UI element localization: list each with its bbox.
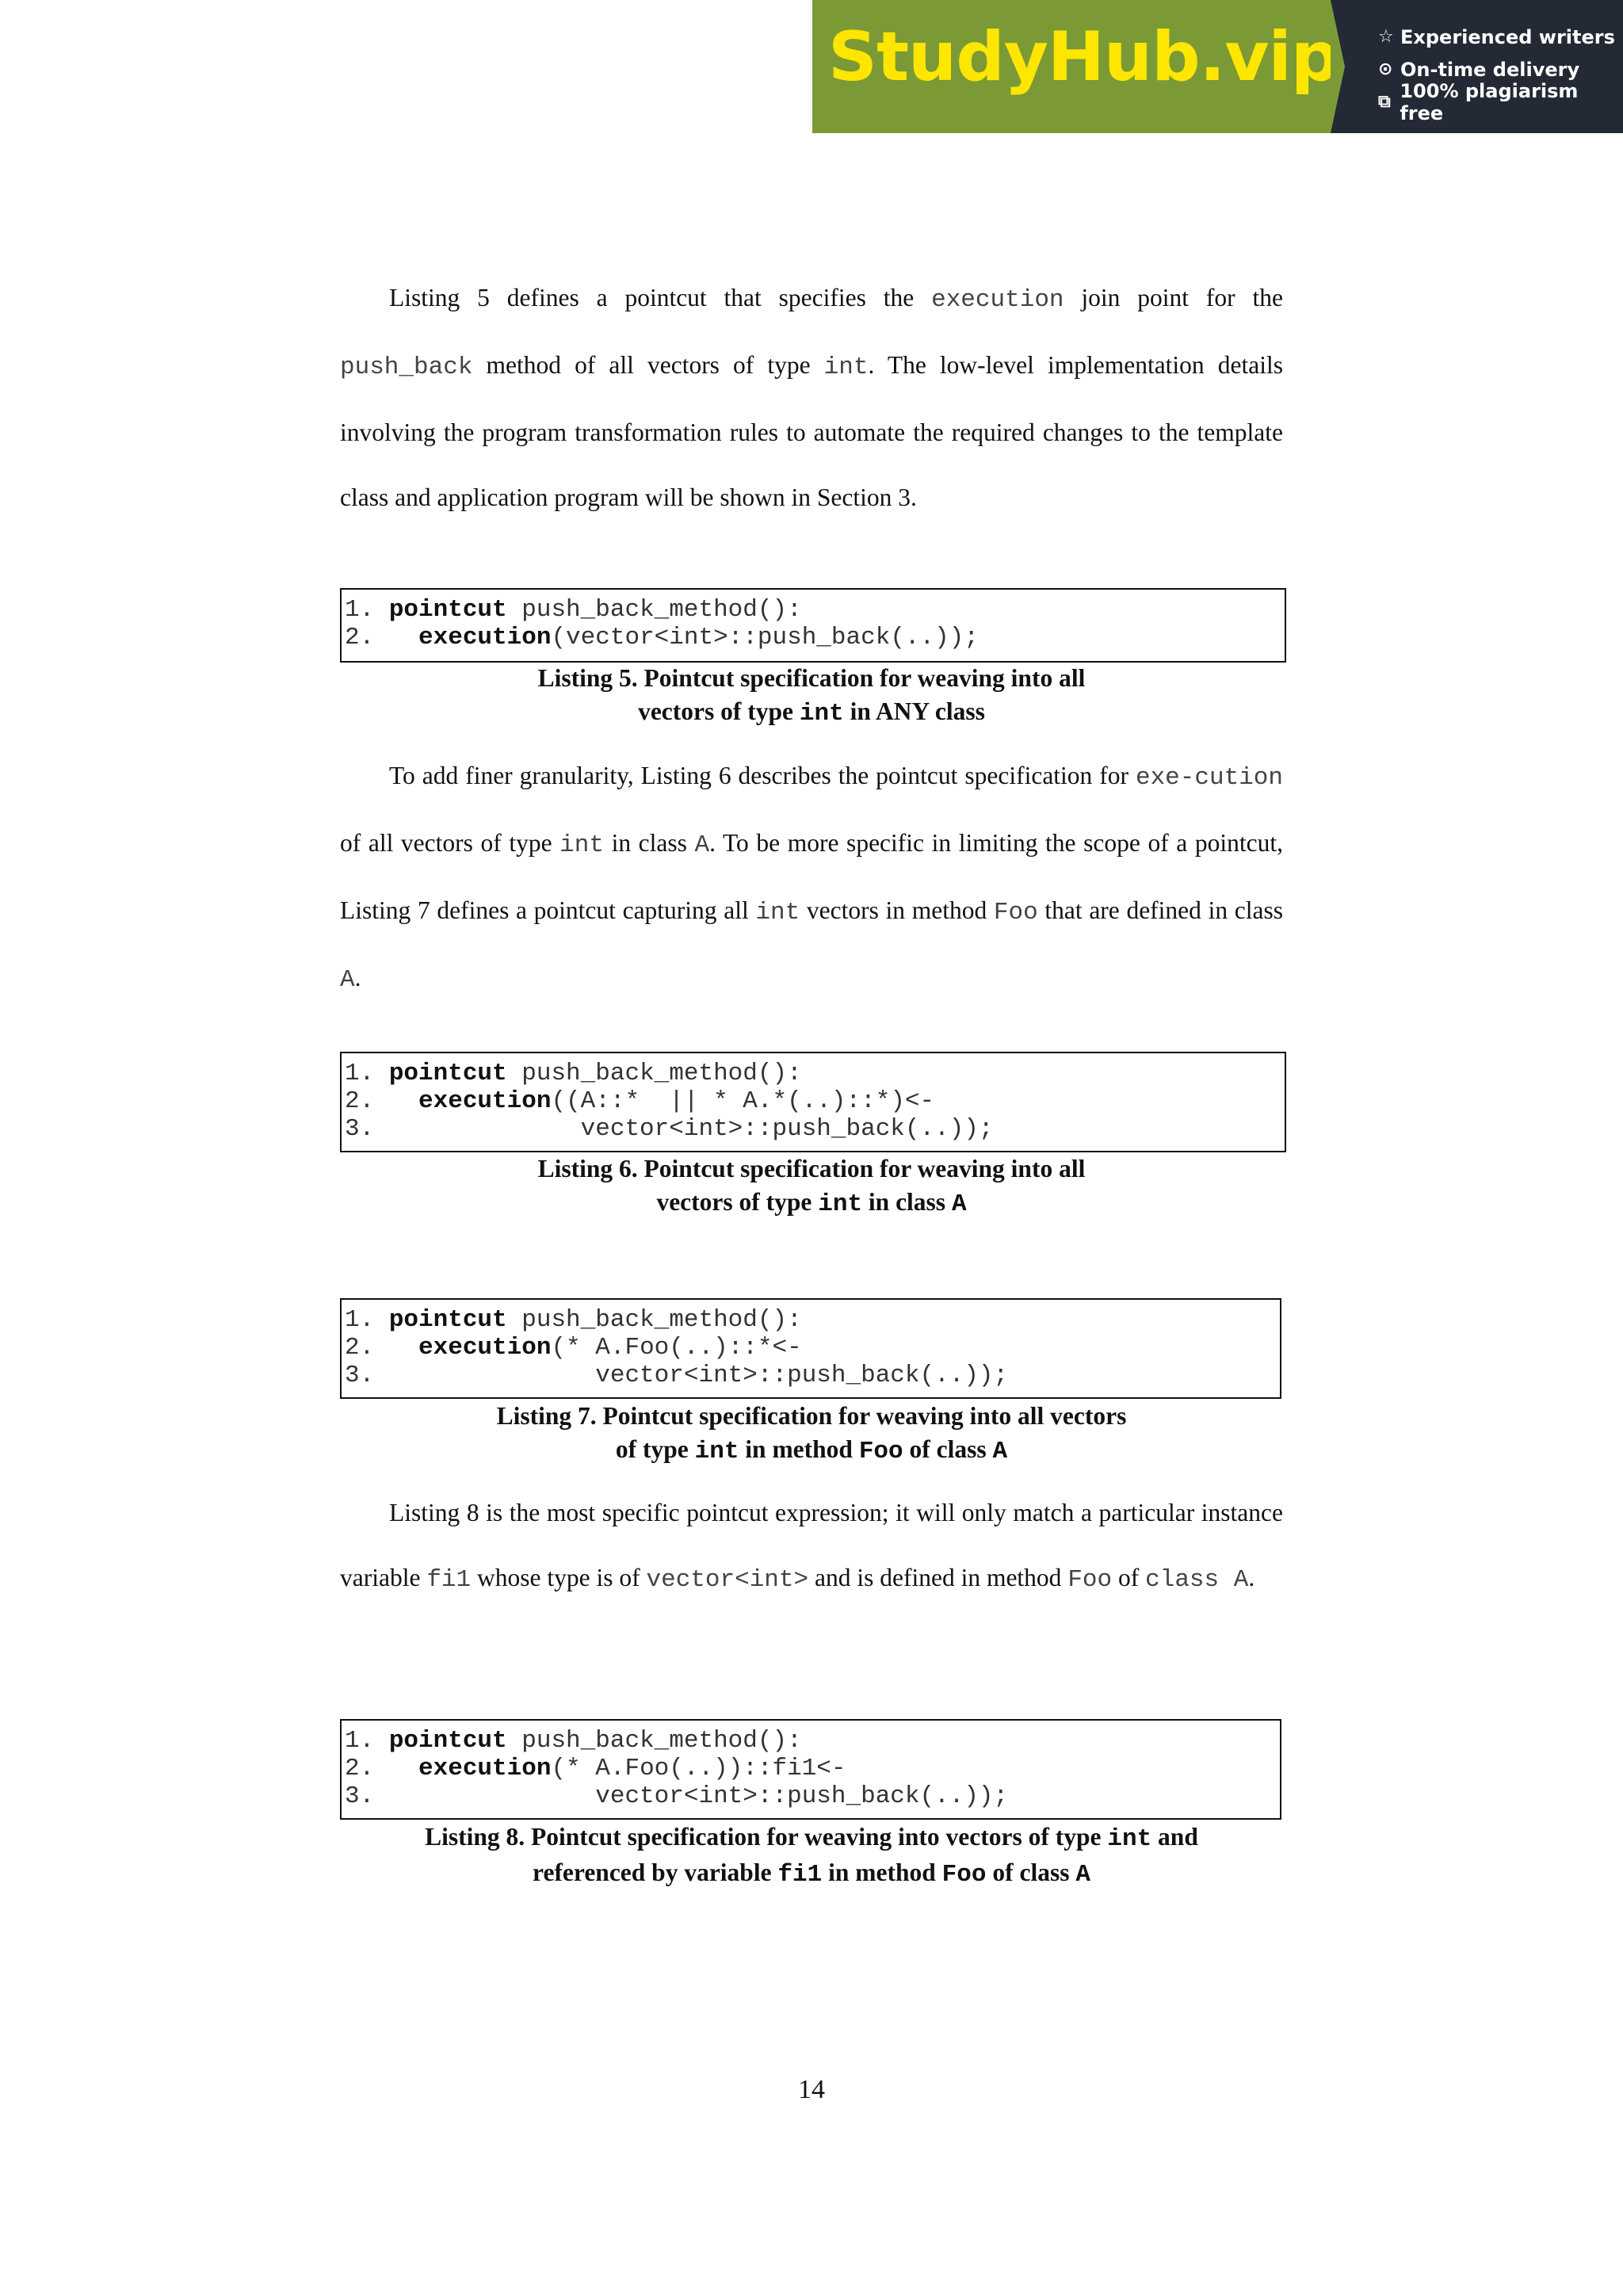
text: and [1151, 1823, 1198, 1851]
code-line: 3. vector<int>::push_back(..)); [345, 1115, 994, 1143]
line-number: 1. [345, 596, 389, 624]
line-number: 2. [345, 1087, 419, 1115]
listing-8-code [340, 1719, 1281, 1820]
listing-5-code [340, 588, 1286, 663]
code-int: int [694, 1438, 739, 1465]
text: whose type is of [471, 1564, 647, 1591]
star-icon: ☆ [1378, 27, 1394, 47]
code-execution: execution [931, 286, 1064, 314]
keyword: pointcut [388, 1306, 507, 1334]
line-number: 2. [345, 624, 419, 651]
line-number: 1. [345, 1306, 389, 1334]
text: in class [603, 829, 695, 857]
code-push-back: push_back [340, 353, 473, 381]
paragraph-listing6-7-intro [340, 743, 1283, 1013]
keyword: pointcut [388, 596, 507, 624]
feature-label: 100% plagiarism free [1400, 79, 1579, 124]
code-line: 3. vector<int>::push_back(..)); [345, 1362, 1009, 1389]
code-foo: Foo [1067, 1566, 1113, 1594]
listing-8-caption [340, 1820, 1283, 1892]
text: vectors of type [656, 1188, 819, 1216]
code-a: A [951, 1190, 967, 1218]
code-a: A [992, 1438, 1008, 1465]
text: . [1248, 1564, 1255, 1591]
feature-experienced-writers [1378, 21, 1623, 53]
code-class-a: class A [1145, 1566, 1249, 1594]
code-foo: Foo [941, 1861, 987, 1889]
copy-icon: ⧉ [1378, 92, 1391, 112]
code-text: push_back_method(): [506, 1060, 802, 1087]
keyword: pointcut [388, 1060, 507, 1087]
text: of [1112, 1564, 1146, 1591]
text: of all vectors of type [340, 829, 560, 857]
line-number: 2. [345, 1755, 419, 1782]
page-number: 14 [798, 2075, 825, 2104]
text: . The low-level implementation details involving the program transformation rules to automate the required changes to the template class and application program will be shown in Section 3. [340, 351, 1283, 511]
text: Listing 8 is the most specific pointcut expression; it will only match a particular instance variable [340, 1499, 1283, 1591]
caption-line [340, 1433, 1283, 1469]
paragraph-listing8-intro [340, 1480, 1283, 1613]
code-int: int [818, 1190, 863, 1218]
text: To add finer granularity, Listing 6 describes the pointcut specification for [389, 762, 1136, 789]
caption-line: Listing 5. Pointcut specification for weaving into all [537, 664, 1086, 692]
code-text: (vector<int>::push_back(..)); [551, 624, 979, 651]
code-execution: exe-cution [1135, 764, 1283, 792]
text: . To be more specific in limiting the scope of a pointcut, Listing 7 defines a pointcut capturing all [340, 829, 1283, 924]
caption-line [340, 1856, 1283, 1892]
code-text: (* A.Foo(..))::fi1<- [551, 1755, 846, 1782]
code-a: A [694, 831, 710, 859]
caption-line [340, 695, 1283, 731]
text: vectors of type [638, 697, 800, 725]
code-int: int [755, 899, 800, 926]
code-text: push_back_method(): [506, 1306, 802, 1334]
text: in ANY class [843, 697, 985, 725]
code-fi1: fi1 [777, 1861, 823, 1889]
text: in method [822, 1859, 942, 1886]
listing-7-caption [340, 1400, 1283, 1469]
feature-label: Experienced writers [1400, 25, 1615, 48]
caption-line [340, 1186, 1283, 1221]
caption-line: Listing 6. Pointcut specification for weaving into all [537, 1155, 1086, 1182]
text: Listing 8. Pointcut specification for weaving into vectors of type [425, 1823, 1108, 1851]
code-foo: Foo [993, 899, 1038, 926]
text: in class [862, 1188, 952, 1216]
code-vector-int: vector<int> [646, 1566, 809, 1594]
code-int: int [559, 831, 604, 859]
code-text: (* A.Foo(..)::*<- [551, 1334, 802, 1362]
text: method of all vectors of type [472, 351, 824, 379]
text: join point for the [1064, 284, 1283, 311]
line-number: 1. [345, 1727, 389, 1755]
keyword: pointcut [388, 1727, 507, 1755]
clock-icon: ⊙ [1378, 59, 1393, 79]
code-int: int [799, 700, 844, 728]
feature-label: On-time delivery [1400, 58, 1580, 81]
code-text: ((A::* || * A.*(..)::*)<- [551, 1087, 935, 1115]
studyhub-banner[interactable] [812, 0, 1623, 133]
caption-line: Listing 7. Pointcut specification for weaving into all vectors [496, 1402, 1127, 1430]
paragraph-listing5-intro [340, 266, 1283, 530]
listing-7-code [340, 1298, 1281, 1399]
text: that are defined in class [1037, 896, 1284, 924]
listing-5-caption [340, 662, 1283, 731]
code-line: 3. vector<int>::push_back(..)); [345, 1782, 1009, 1810]
text: and is defined in method [808, 1564, 1068, 1591]
code-a: A [340, 966, 355, 994]
text: of class [903, 1435, 993, 1463]
keyword: execution [418, 624, 552, 651]
code-a: A [1075, 1861, 1090, 1889]
text: vectors in method [800, 896, 994, 924]
text: referenced by variable [533, 1859, 778, 1886]
text: . [354, 964, 361, 991]
code-int: int [823, 353, 869, 381]
text: of class [986, 1859, 1076, 1886]
text: Listing 5 defines a pointcut that specifies the [389, 284, 932, 311]
text: in method [739, 1435, 859, 1463]
code-text: push_back_method(): [506, 1727, 802, 1755]
code-text: push_back_method(): [506, 596, 802, 624]
keyword: execution [418, 1087, 552, 1115]
caption-line [340, 1820, 1283, 1856]
code-fi1: fi1 [426, 1566, 472, 1594]
listing-6-caption [340, 1152, 1283, 1221]
line-number: 1. [345, 1060, 389, 1087]
keyword: execution [418, 1334, 552, 1362]
text: of type [615, 1435, 695, 1463]
listing-6-code [340, 1052, 1286, 1152]
keyword: execution [418, 1755, 552, 1782]
line-number: 2. [345, 1334, 419, 1362]
code-foo: Foo [858, 1438, 903, 1465]
code-int: int [1107, 1825, 1152, 1853]
banner-features [1331, 0, 1623, 133]
studyhub-logo[interactable] [812, 0, 1339, 133]
feature-plagiarism-free [1378, 79, 1623, 124]
logo-text: StudyHub.vip [828, 17, 1339, 97]
